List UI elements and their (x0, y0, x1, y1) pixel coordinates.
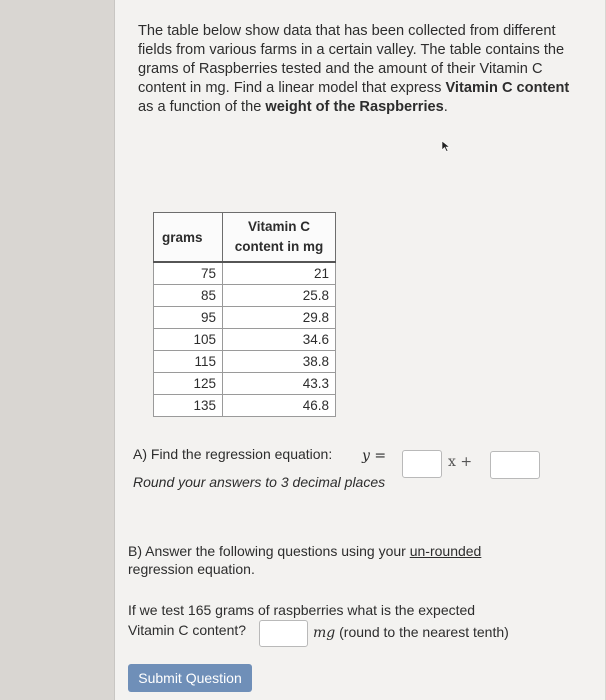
rounding-note: Round your answers to 3 decimal places (133, 474, 386, 490)
cell-grams: 85 (154, 285, 223, 307)
part-b-underlined-text: un-rounded (409, 543, 482, 559)
equation-x-plus-label: x + (448, 454, 473, 470)
table-row (154, 373, 336, 395)
question-line-2: Vitamin C content? (128, 622, 247, 638)
table-header-row (154, 213, 336, 263)
part-b-text: regression equation. (128, 561, 255, 577)
slope-input[interactable] (402, 450, 442, 478)
cell-vitamin-c: 21 (223, 262, 336, 285)
intercept-input[interactable] (490, 451, 540, 479)
cell-vitamin-c: 29.8 (223, 307, 336, 329)
table-row (154, 285, 336, 307)
cell-vitamin-c: 25.8 (223, 285, 336, 307)
problem-text: . (443, 99, 448, 115)
unit-note: (round to the nearest tenth) (335, 624, 509, 640)
cell-vitamin-c: 38.8 (223, 351, 336, 373)
cell-grams: 115 (154, 351, 223, 373)
column-header-vitamin-c: Vitamin C content in mg (223, 213, 336, 263)
answer-unit-label (313, 624, 509, 641)
unit-mg: mg (313, 625, 336, 641)
vitamin-c-answer-input[interactable] (259, 620, 308, 647)
cell-grams: 105 (154, 329, 223, 351)
cell-grams: 95 (154, 307, 223, 329)
table-row (154, 262, 336, 285)
part-b-text: B) Answer the following questions using your (128, 543, 410, 559)
question-line-1: If we test 165 grams of raspberries what is the expected (128, 602, 476, 618)
problem-statement (138, 22, 578, 117)
cell-grams: 135 (154, 395, 223, 417)
cell-vitamin-c: 43.3 (223, 373, 336, 395)
cell-vitamin-c: 34.6 (223, 329, 336, 351)
cell-vitamin-c: 46.8 (223, 395, 336, 417)
table-row (154, 395, 336, 417)
part-a-label: A) Find the regression equation: (133, 446, 333, 462)
problem-text: The table below show data that has been collected from different fields from various farms in a certain valley. The table contains the grams of Raspberries tested and the amount of their Vitamin C content in mg. Find a linear model that express (138, 23, 565, 96)
equation-y-label: y = (362, 448, 387, 464)
problem-text: as a function of the (138, 99, 266, 115)
submit-question-button[interactable]: Submit Question (128, 664, 252, 692)
cell-grams: 75 (154, 262, 223, 285)
table-row (154, 307, 336, 329)
data-table (153, 212, 336, 417)
table-row (154, 351, 336, 373)
mouse-cursor-icon (441, 140, 451, 152)
table-row (154, 329, 336, 351)
problem-bold-independent: weight of the Raspberries (265, 99, 444, 115)
cell-grams: 125 (154, 373, 223, 395)
problem-bold-dependent: Vitamin C content (445, 80, 570, 96)
part-b-intro (128, 542, 548, 578)
column-header-grams: grams (154, 213, 223, 263)
